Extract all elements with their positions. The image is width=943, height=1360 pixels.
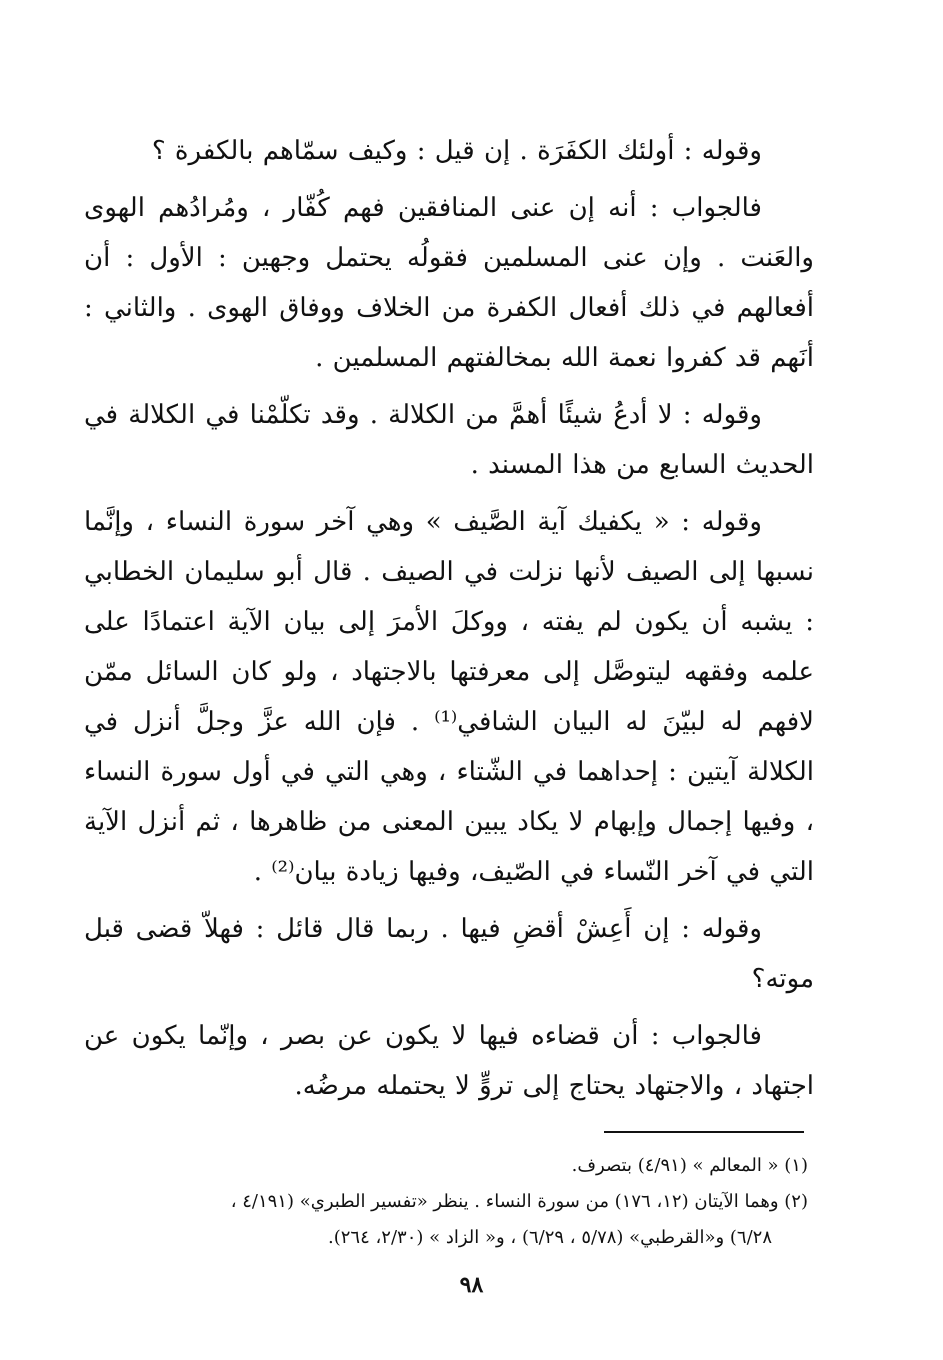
footnote-2: (٢) وهما الآيتان (١٢، ١٧٦) من سورة النساء . ينظر «تفسير الطبري» (٤/١٩١ ، — [230, 1191, 808, 1212]
paragraph-5: وقوله : إن أَعِشْ أقضِ فيها . ربما قال قائل : فهلاّ قضى قبل موته؟ — [84, 914, 814, 994]
footnote-1: (١) « المعالم » (٤/٩١) بتصرف. — [571, 1155, 808, 1176]
footnote-separator — [604, 1131, 804, 1133]
footnote-2-continuation: ٦/٢٨) و«القرطبي» (٥/٧٨ ، ٦/٢٩) ، و« الزاد » (٢/٣٠، ٢٦٤). — [328, 1227, 772, 1248]
footnotes — [96, 1148, 808, 1256]
paragraph-2: فالجواب : أنه إن عنى المنافقين فهم كُفّار ، ومُرادُهم الهوى والعَنت . وإن عنى المسلمين فقولُه يحتمل وجهين : الأول : أن أفعالهم في ذلك أفعال الكفرة من الخلاف ووفاق الهوى . والثاني : أنَهم قد كفروا نعمة الله بمخالفتهم المسلمين . — [84, 193, 814, 373]
paragraph-3: وقوله : لا أدعُ شيئًا أهمَّ من الكلالة . وقد تكلّمْنا في الكلالة في الحديث السابع من هذا المسند . — [84, 400, 814, 480]
page-number: ٩٨ — [459, 1272, 484, 1298]
paragraph-6: فالجواب : أن قضاءه فيها لا يكون عن بصر ، وإنّما يكون عن اجتهاد ، والاجتهاد يحتاج إلى تروٍّ لا يحتمله مرضُه. — [84, 1021, 814, 1101]
paragraph-4: وقوله : « يكفيك آية الصَّيف » وهي آخر سورة النساء ، وإنَّما نسبها إلى الصيف لأنها نزلت في الصيف . قال أبو سليمان الخطابي : يشبه أن يكون لم يفته ، ووكلَ الأمرَ إلى بيان الآية اعتمادًا على علمه وفقهه ليتوصَّل إلى معرفتها بالاجتهاد ، ولو كان السائل ممّن لافهم له لبيّنَ له البيان الشافي⁽¹⁾ . فإن الله عزَّ وجلَّ أنزل في الكلالة آيتين : إحداهما في الشّتاء ، وهي التي في أول سورة النساء ، وفيها إجمال وإبهام لا يكاد يبين المعنى من ظاهرها ، ثم أنزل الآية التي في آخر النّساء في الصّيف، وفيها زيادة بيان⁽²⁾ . — [84, 507, 814, 887]
paragraph-1: وقوله : أولئك الكفَرَة . إن قيل : وكيف سمّاهم بالكفرة ؟ — [151, 136, 762, 166]
main-text — [84, 126, 814, 1118]
